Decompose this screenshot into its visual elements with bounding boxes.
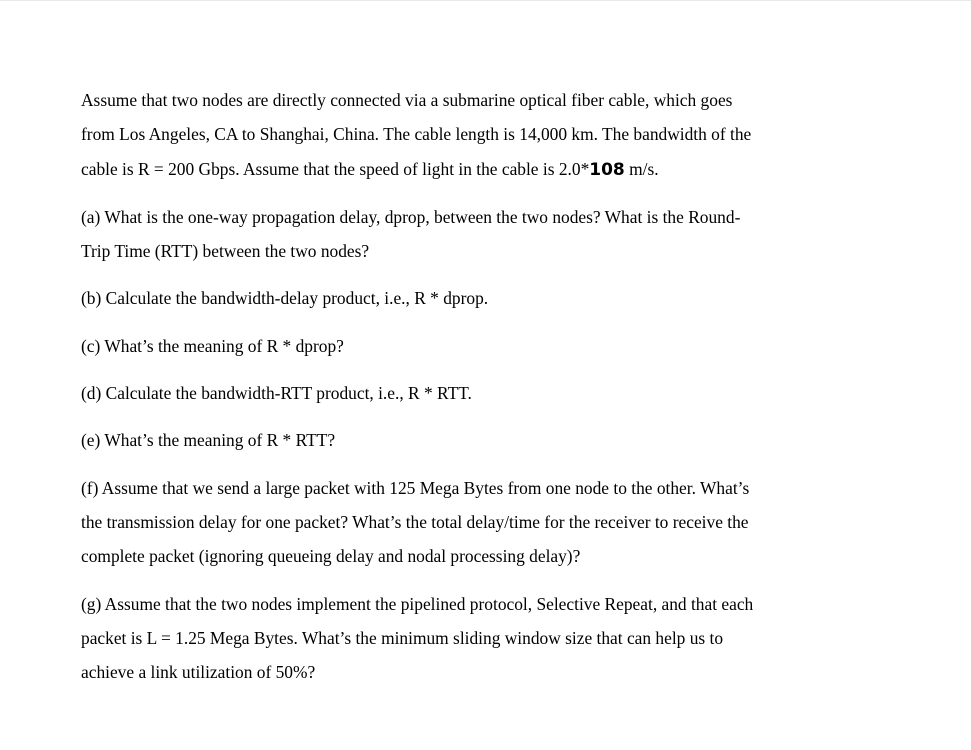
text-line: (a) What is the one-way propagation delay, dprop, between the two nodes? What is the Round- — [81, 206, 741, 227]
text-line: Trip Time (RTT) between the two nodes? — [81, 241, 370, 262]
text-line: (g) Assume that the two nodes implement the pipelined protocol, Selective Repeat, and that each — [81, 593, 754, 614]
text-segment: m/s. — [624, 158, 659, 179]
question-c — [81, 329, 901, 363]
text-line: packet is L = 1.25 Mega Bytes. What’s the minimum sliding window size that can help us to — [81, 627, 724, 648]
question-d — [81, 376, 901, 410]
text-line: Assume that two nodes are directly connected via a submarine optical fiber cable, which goes — [81, 90, 733, 110]
text-line: the transmission delay for one packet? What’s the total delay/time for the receiver to receive the — [81, 511, 749, 532]
text-line: (b) Calculate the bandwidth-delay product, i.e., R * dprop. — [81, 288, 489, 309]
question-a — [81, 200, 901, 269]
question-b — [81, 281, 901, 315]
text-line: (d) Calculate the bandwidth-RTT product, i.e., R * RTT. — [81, 383, 472, 404]
text-line: achieve a link utilization of 50%? — [81, 662, 316, 683]
text-line: from Los Angeles, CA to Shanghai, China. The cable length is 14,000 km. The bandwidth of the — [81, 124, 752, 145]
text-line: (f) Assume that we send a large packet with 125 Mega Bytes from one node to the other. What’s — [81, 477, 750, 498]
text-segment: cable is R = 200 Gbps. Assume that the speed of light in the cable is 2.0* — [81, 158, 590, 179]
intro-paragraph — [81, 83, 901, 187]
document-body — [81, 83, 901, 702]
question-f — [81, 471, 901, 574]
exponent-bold: 108 — [589, 159, 625, 180]
text-line — [81, 152, 901, 187]
question-e — [81, 423, 901, 457]
question-g — [81, 587, 901, 690]
text-line: (c) What’s the meaning of R * dprop? — [81, 335, 344, 356]
top-divider — [0, 0, 971, 1]
text-line: complete packet (ignoring queueing delay and nodal processing delay)? — [81, 546, 581, 567]
text-line: (e) What’s the meaning of R * RTT? — [81, 430, 336, 451]
